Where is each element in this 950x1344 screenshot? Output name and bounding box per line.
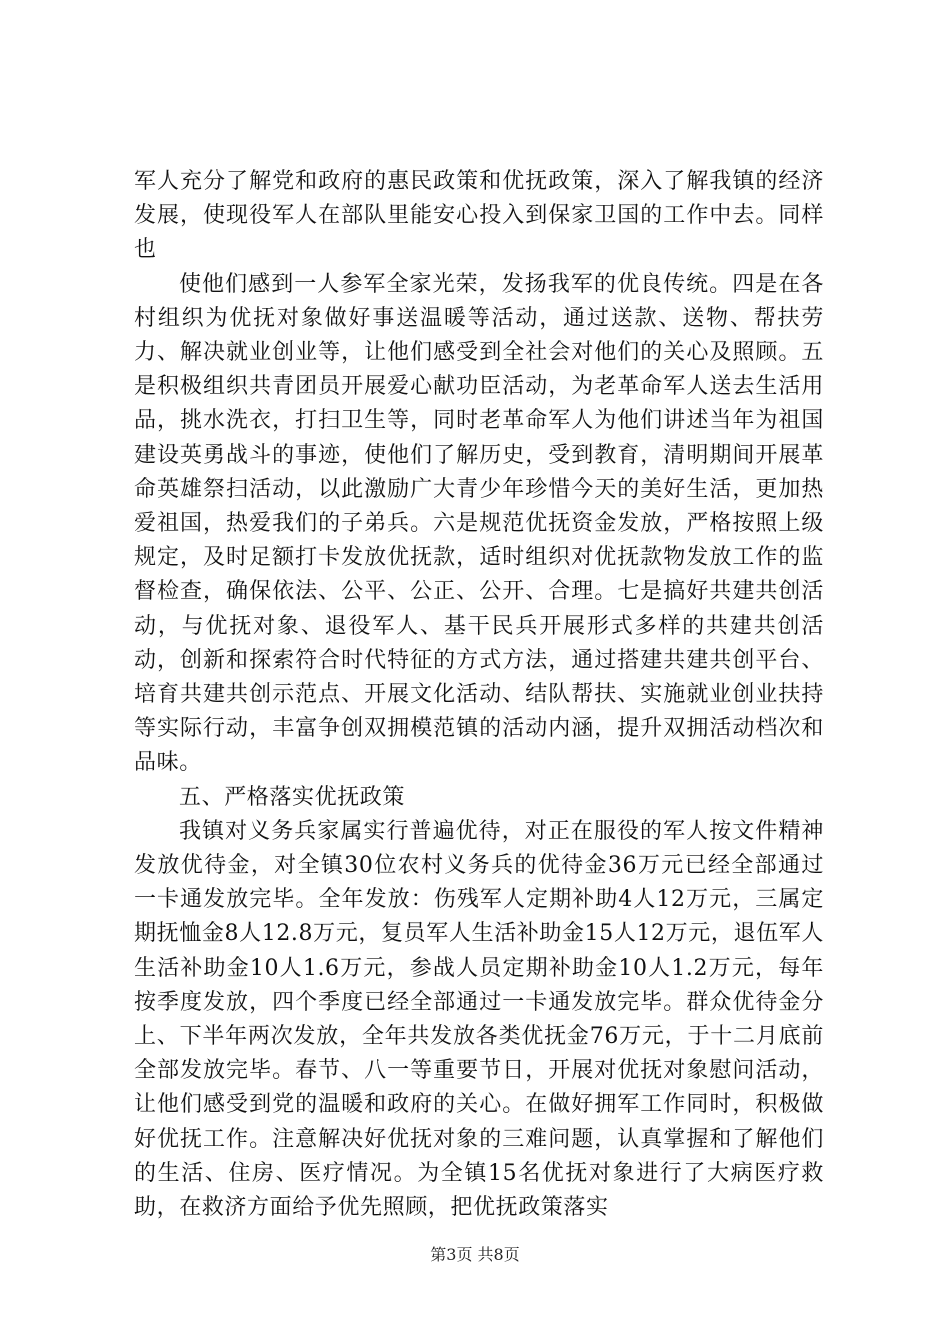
section-heading: 五、严格落实优抚政策 [179,784,406,810]
paragraph-activities: 使他们感到一人参军全家光荣，发扬我军的优良传统。四是在各村组织为优抚对象做好事送温暖等活动，通过送款、送物、帮扶劳力、解决就业创业等，让他们感受到全社会对他们的关心及照顾。五是积极组织共青团员开展爱心献功臣活动，为老革命军人送去生活用品，挑水洗衣，打扫卫生等，同时老革命军人为他们讲述当年为祖国建设英勇战斗的事迹，使他们了解历史，受到教育，清明期间开展革命英雄祭扫活动，以此激励广大青少年珍惜今天的美好生活，更加热爱祖国，热爱我们的子弟兵。六是规范优抚资金发放，严格按照上级规定，及时足额打卡发放优抚款，适时组织对优抚款物发放工作的监督检查，确保依法、公平、公正、公开、合理。七是搞好共建共创活动，与优抚对象、退役军人、基干民兵开展形式多样的共建共创活动，创新和探索符合时代特征的方式方法，通过搭建共建共创平台、培育共建共创示范点、开展文化活动、结队帮扶、实施就业创业扶持等实际行动，丰富争创双拥模范镇的活动内涵，提升双拥活动档次和品味。 [134,271,824,776]
paragraph-continuation: 军人充分了解党和政府的惠民政策和优抚政策，深入了解我镇的经济发展，使现役军人在部队里能安心投入到保家卫国的工作中去。同样也 [134,169,824,263]
paragraph-policy: 我镇对义务兵家属实行普遍优待，对正在服役的军人按文件精神发放优待金，对全镇30位农村义务兵的优待金36万元已经全部通过一卡通发放完毕。全年发放：伤残军人定期补助4人12万元，三属定期抚恤金8人12.8万元，复员军人生活补助金15人12万元，退伍军人生活补助金10人1.6万元，参战人员定期补助金10人1.2万元，每年按季度发放，四个季度已经全部通过一卡通发放完毕。群众优待金分上、下半年两次发放，全年共发放各类优抚金76万元，于十二月底前全部发放完毕。春节、八一等重要节日，开展对优抚对象慰问活动，让他们感受到党的温暖和政府的关心。在做好拥军工作同时，积极做好优抚工作。注意解决好优抚对象的三难问题，认真掌握和了解他们的生活、住房、医疗情况。为全镇15名优抚对象进行了大病医疗救助，在救济方面给予优先照顾，把优抚政策落实 [134,818,824,1221]
document-body [134,165,824,1225]
page-number-footer: 第3页 共8页 [430,1245,520,1264]
